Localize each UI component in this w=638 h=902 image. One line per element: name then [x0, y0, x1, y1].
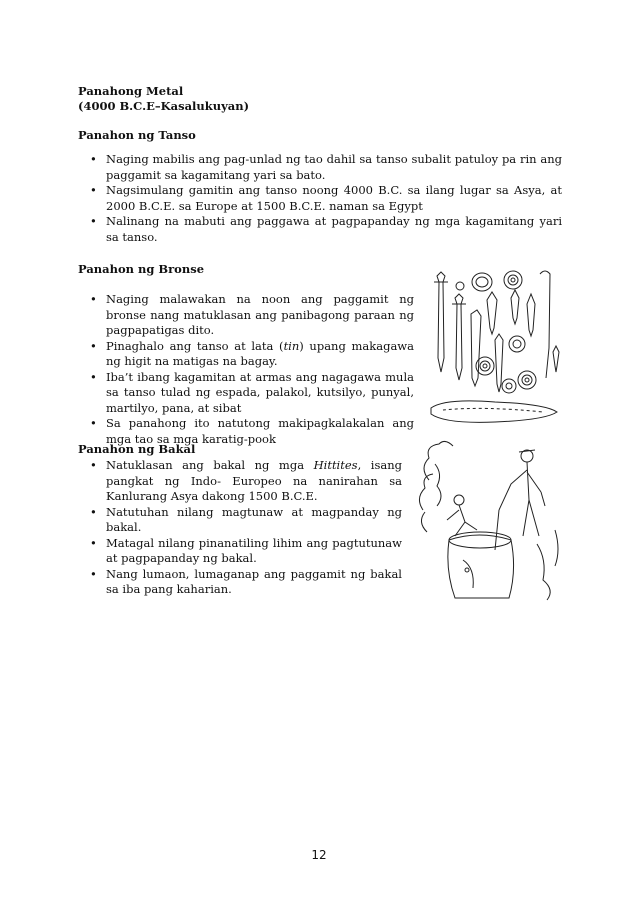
bakal-bullet-list [106, 458, 402, 598]
section-period: (4000 B.C.E–Kasalukuyan) [78, 99, 250, 113]
tanso-bullet-2: • Nagsimulang gamitin ang tanso noong 4000 B.C. sa ilang lugar sa Asya, at 2000 B.C.E. sa Europe at 1500 B.C.E. naman sa Egypt [106, 183, 562, 214]
bronse-heading: Panahon ng Bronse [78, 262, 205, 276]
bakal-bullet-4: • Nang lumaon, lumaganap ang paggamit ng bakal sa iba pang kaharian. [106, 567, 402, 598]
bakal-bullet-3: • Matagal nilang pinanatiling lihim ang pagtutunaw at pagpapanday ng bakal. [106, 536, 402, 567]
bronse-bullet-4: • Sa panahong ito natutong makipagkalakalan ang mga tao sa mga karatig-pook [106, 416, 414, 447]
bronse-bullet-list [106, 292, 414, 447]
bronze-artifacts-illustration [425, 268, 563, 428]
section-title: Panahong Metal [78, 84, 184, 98]
bronse-bullet-2-text-b: ) upang makagawa ng higit na matigas na bagay. [106, 338, 414, 368]
tin-term: tin [283, 338, 300, 353]
bronse-bullet-1: • Naging malawakan na noon ang paggamit ng bronse nang matuklasan ang panibagong paraan ng pagpapatigas dito. [106, 292, 414, 339]
hittites-term: Hittites [313, 458, 358, 472]
tanso-bullet-3: • Nalinang na mabuti ang paggawa at pagpapanday ng mga kagamitang yari sa tanso. [106, 214, 562, 245]
tanso-bullet-list [106, 152, 562, 245]
iron-smelting-illustration [415, 440, 563, 602]
bakal-bullet-2: • Natutuhan nilang magtunaw at magpanday ng bakal. [106, 505, 402, 536]
bakal-bullet-1-text-b: , isang pangkat ng Indo- Europeo na nanirahan sa Kanlurang Asya dakong 1500 B.C.E. [106, 458, 402, 503]
tanso-heading: Panahon ng Tanso [78, 128, 196, 142]
bronse-bullet-2-text-a: Pinaghalo ang tanso at lata ( [106, 338, 284, 353]
page-number: 12 [311, 848, 327, 862]
bronse-bullet-2 [106, 339, 414, 370]
bakal-bullet-1-text-a: Natuklasan ang bakal ng mga [106, 458, 314, 472]
bronse-bullet-3: • Iba’t ibang kagamitan at armas ang nagagawa mula sa tanso tulad ng espada, palakol, kutsilyo, punyal, martilyo, pana, at sibat [106, 370, 414, 417]
tanso-bullet-1: • Naging mabilis ang pag-unlad ng tao dahil sa tanso subalit patuloy pa rin ang paggamit sa kagamitang yari sa bato. [106, 152, 562, 183]
bakal-bullet-1 [106, 458, 402, 505]
bakal-heading: Panahon ng Bakal [78, 442, 196, 456]
